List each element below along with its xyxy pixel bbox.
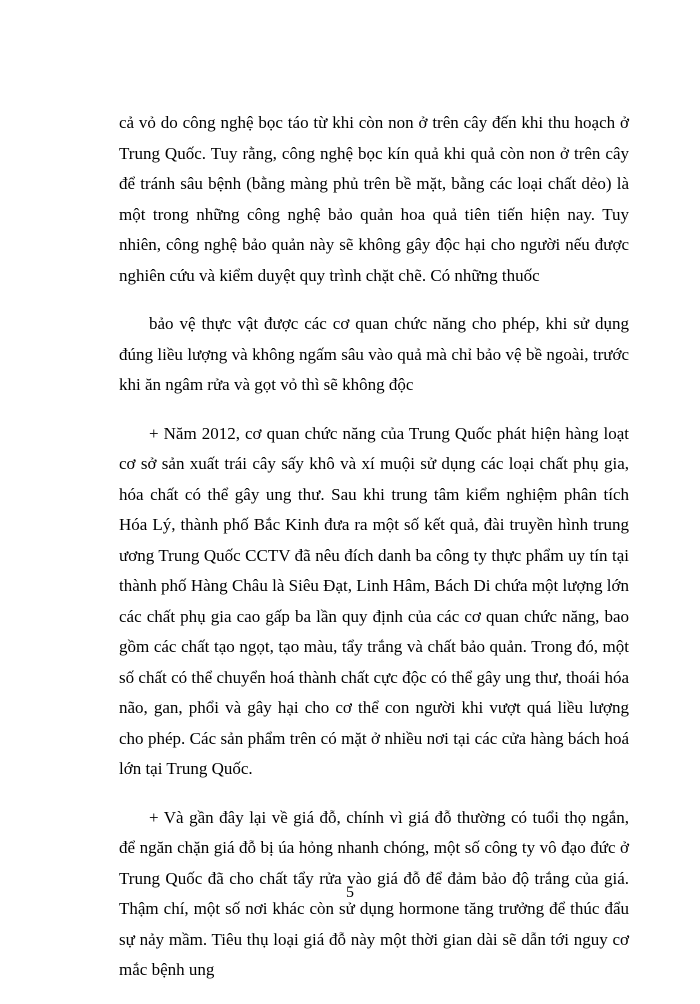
paragraph-dried-fruit-2012: + Năm 2012, cơ quan chức năng của Trung Quốc phát hiện hàng loạt cơ sở sản xuất trái cây sấy khô và xí muội sử dụng các loại chất phụ gia, hóa chất có thể gây ung thư. Sau khi trung tâm kiểm nghiệm phân tích Hóa Lý, thành phố Bắc Kinh đưa ra một số kết quả, đài truyền hình trung ương Trung Quốc CCTV đã nêu đích danh ba công ty thực phẩm uy tín tại thành phố Hàng Châu là Siêu Đạt, Linh Hâm, Bách Di chứa một lượng lớn các chất phụ gia cao gấp ba lần quy định của các cơ quan chức năng, bao gồm các chất tạo ngọt, tạo màu, tẩy trắng và chất bảo quản. Trong đó, một số chất có thể chuyển hoá thành chất cực độc có thể gây ung thư, thoái hóa não, gan, phổi và gây hại cho cơ thể con người khi vượt quá liều lượng cho phép. Các sản phẩm trên có mặt ở nhiều nơi tại các cửa hàng bách hoá lớn tại Trung Quốc.: [119, 423, 629, 778]
page-number: 5: [346, 884, 354, 901]
paragraph-pesticides: bảo vệ thực vật được các cơ quan chức năng cho phép, khi sử dụng đúng liều lượng và không ngấm sâu vào quả mà chỉ bảo vệ bề ngoài, trước khi ăn ngâm rửa và gọt vỏ thì sẽ không độc: [119, 314, 629, 394]
paragraph-bean-sprouts: + Và gần đây lại về giá đỗ, chính vì giá đỗ thường có tuổi thọ ngắn, để ngăn chặn giá đỗ bị úa hỏng nhanh chóng, một số công ty vô đạo đức ở Trung Quốc đã cho chất tẩy rửa vào giá đỗ để đảm bảo độ trắng của giá. Thậm chí, một số nơi khác còn sử dụng hormone tăng trưởng để thúc đẩu sự nảy mầm. Tiêu thụ loại giá đỗ này một thời gian dài sẽ dẫn tới nguy cơ mắc bệnh ung: [119, 807, 629, 979]
paragraph-continuation: cả vỏ do công nghệ bọc táo từ khi còn non ở trên cây đến khi thu hoạch ở Trung Quốc. Tuy rằng, công nghệ bọc kín quả khi quả còn non ở trên cây để tránh sâu bệnh (bằng màng phủ trên bề mặt, bằng các loại chất dẻo) là một trong những công nghệ bảo quản hoa quả tiên tiến hiện nay. Tuy nhiên, công nghệ bảo quản này sẽ không gây độc hại cho người nếu được nghiên cứu và kiểm duyệt quy trình chặt chẽ. Có những thuốc: [119, 113, 629, 285]
document-body: [119, 108, 629, 1004]
